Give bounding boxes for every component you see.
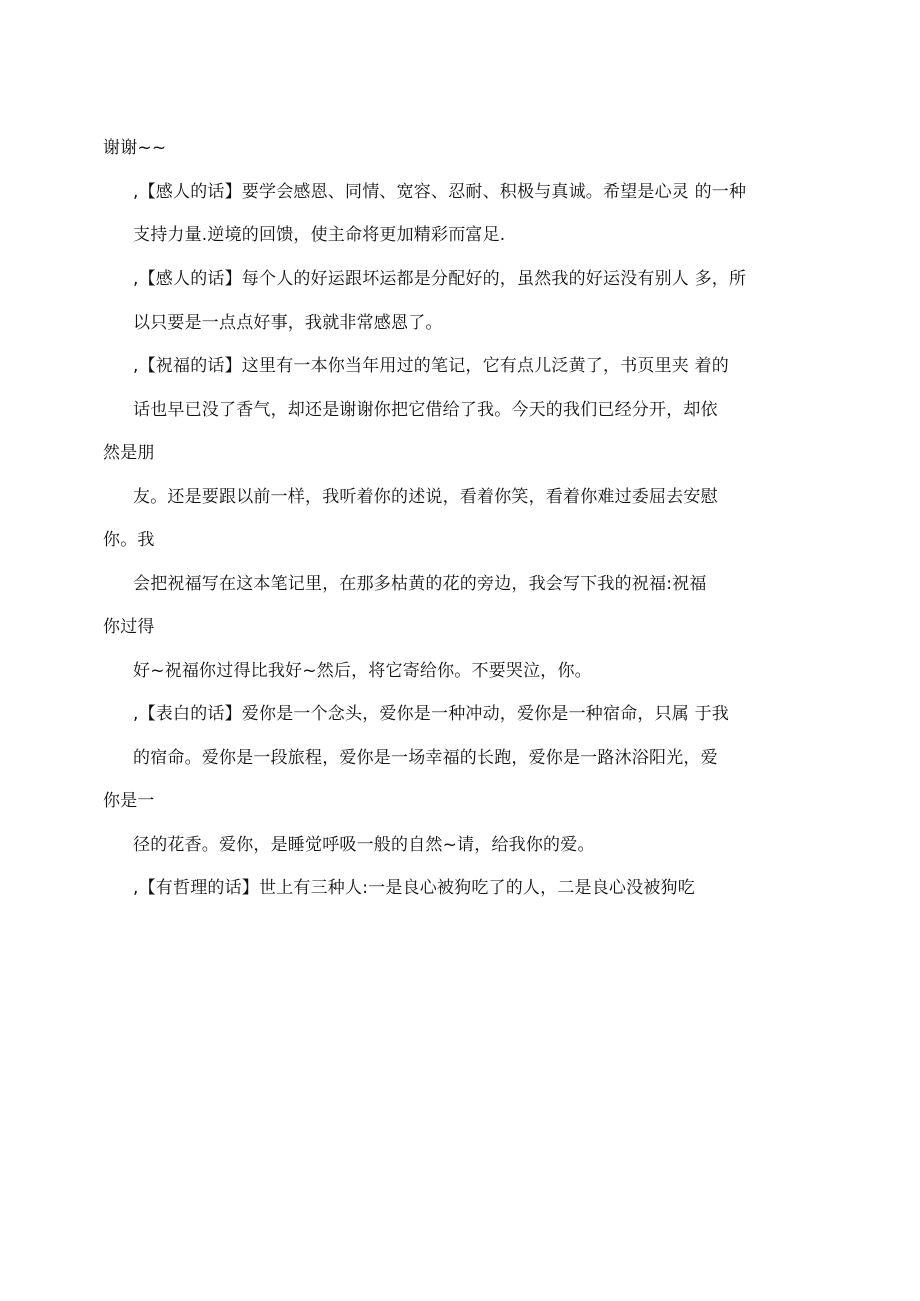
text-line: 友。还是要跟以前一样，我听着你的述说，看着你笑，看着你难过委屈去安慰 [133, 487, 718, 507]
text-line: 会把祝福写在这本笔记里，在那多枯黄的花的旁边，我会写下我的祝福:祝福 [133, 574, 707, 594]
text-line: ,【感人的话】每个人的好运跟坏运都是分配好的，虽然我的好运没有别人 多，所 [133, 269, 747, 289]
text-line: 你是一 [103, 791, 155, 811]
text-line: 以只要是一点点好事，我就非常感恩了。 [133, 313, 443, 333]
text-line: 好~祝福你过得比我好~然后，将它寄给你。不要哭泣，你。 [133, 661, 592, 681]
text-line: 然是朋 [103, 443, 155, 463]
text-line: 的宿命。爱你是一段旅程，爱你是一场幸福的长跑，爱你是一路沐浴阳光，爱 [133, 748, 718, 768]
text-line: 支持力量.逆境的回馈，使主命将更加精彩而富足. [133, 225, 506, 245]
text-line: ,【祝福的话】这里有一本你当年用过的笔记，它有点儿泛黄了，书页里夹 着的 [133, 356, 730, 376]
text-line: 径的花香。爱你，是睡觉呼吸一般的自然~请，给我你的爱。 [133, 835, 595, 855]
text-line: 谢谢~~ [103, 138, 167, 158]
text-line: ,【表白的话】爱你是一个念头，爱你是一种冲动，爱你是一种宿命，只属 于我 [133, 704, 730, 724]
text-line: 你。我 [103, 530, 155, 550]
text-line: 话也早已没了香气，却还是谢谢你把它借给了我。今天的我们已经分开，却依 [133, 400, 718, 420]
text-line: 你过得 [103, 617, 155, 637]
text-line: ,【感人的话】要学会感恩、同情、宽容、忍耐、积极与真诚。希望是心灵 的一种 [133, 182, 747, 202]
text-line: ,【有哲理的话】世上有三种人:一是良心被狗吃了的人，二是良心没被狗吃 [133, 878, 695, 898]
